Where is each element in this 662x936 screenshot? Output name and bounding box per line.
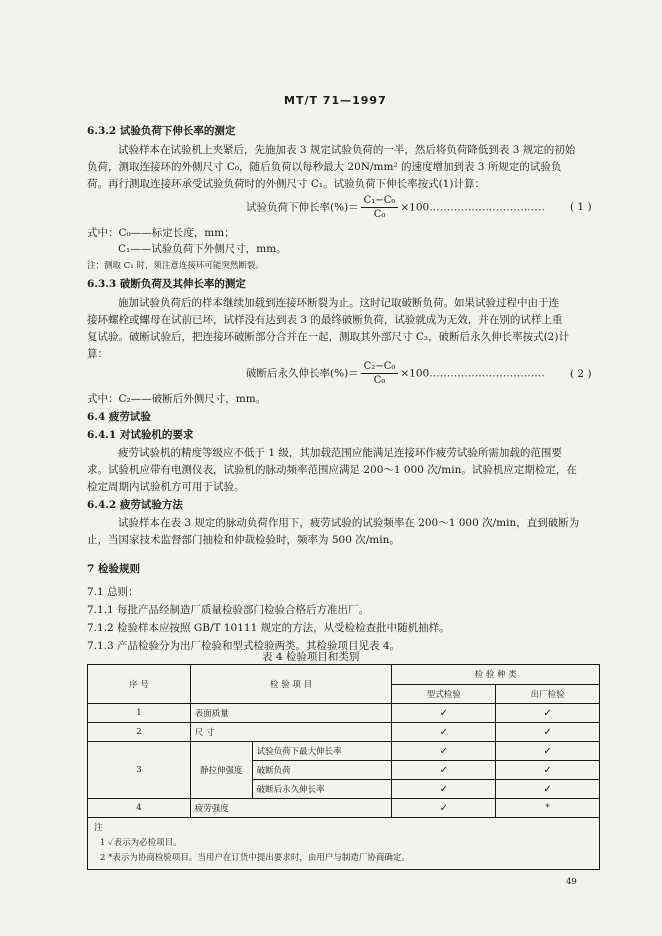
paragraph-line: 疲劳试验机的精度等级应不低于 1 级，其加载范围应能满足连接环作疲劳试验所需加载的范围要 — [118, 447, 562, 459]
formula-lhs: 破断后永久伸长率(%)＝ — [246, 367, 359, 380]
paragraph-line: 求。试验机应带有电测仪表，试验机的脉动频率范围应满足 200～1 000 次/min。试验机应定期检定，在 — [87, 464, 577, 476]
formula-number: ( 2 ) — [570, 368, 592, 380]
heading-6-4: 6.4 疲劳试验 — [87, 411, 151, 423]
cell-no: 2 — [88, 723, 191, 742]
formula-rhs: ×100 — [400, 201, 430, 214]
cell-subitem: 破断负荷 — [252, 761, 392, 780]
check-mark: ✓ — [392, 761, 496, 780]
check-mark: ✓ — [496, 780, 600, 799]
formula-1 — [246, 194, 545, 221]
cell-item: 疲劳强度 — [190, 799, 392, 818]
check-mark: ✓ — [496, 723, 600, 742]
standard-header: MT/T 71—1997 — [284, 94, 387, 107]
paragraph-line: 止，当国家技术监督部门抽检和仲裁检验时，频率为 500 次/min。 — [87, 534, 400, 546]
clause-7-1-1: 7.1.1 每批产品经制造厂质量检验部门检验合格后方准出厂。 — [87, 604, 370, 616]
page-number: 49 — [566, 877, 577, 887]
cell-item: 尺 寸 — [190, 723, 392, 742]
note-line: 1 ✓表示为必检项目。 — [100, 838, 182, 848]
paragraph-line: 检定周期内试验机方可用于试验。 — [87, 481, 245, 493]
cell-group: 静拉伸强度 — [190, 742, 252, 799]
paragraph-line: 试验样本在表 3 规定的脉动负荷作用下，疲劳试验的试验频率在 200～1 000 次/min，直到破断为 — [118, 517, 580, 529]
table-row — [88, 799, 600, 818]
cell-no: 4 — [88, 799, 191, 818]
heading-7-1: 7.1 总则： — [87, 586, 139, 598]
inspection-table — [87, 664, 600, 870]
table-row — [88, 704, 600, 723]
where-line: 式中：C₂——破断后外侧尺寸，mm。 — [87, 393, 267, 405]
paragraph-line: 负荷，测取连接环的外侧尺寸 C₀，随后负荷以每秒最大 20N/mm² 的速度增加到表 3 所规定的试验负 — [87, 161, 562, 173]
paragraph-line: 算： — [87, 348, 108, 360]
heading-6-3-2: 6.3.2 试验负荷下伸长率的测定 — [87, 125, 236, 137]
header-no: 序 号 — [88, 665, 191, 704]
check-mark: ✓ — [392, 780, 496, 799]
heading-7: 7 检验规则 — [87, 563, 140, 575]
header-factory-test: 出厂检验 — [496, 684, 600, 704]
formula-2 — [246, 360, 545, 387]
star-mark: * — [496, 799, 600, 818]
where-line: C₁——试验负荷下外侧尺寸，mm。 — [118, 243, 287, 255]
table-notes-row — [88, 818, 600, 870]
check-mark: ✓ — [496, 761, 600, 780]
header-category: 检 验 种 类 — [392, 665, 600, 685]
cell-no: 3 — [88, 742, 191, 799]
table-header-row — [88, 665, 600, 685]
formula-leader: …………………………… — [429, 367, 545, 380]
heading-6-4-1: 6.4.1 对试验机的要求 — [87, 429, 194, 441]
header-item: 检 验 项 目 — [190, 665, 392, 704]
formula-leader: …………………………… — [429, 201, 545, 214]
formula-fraction: $\frac{\text{C₁−C₀}}{\text{C₀}}$ — [361, 194, 399, 221]
note-line: 2 *表示为协商检验项目。当用户在订货中提出要求时，由用户与制造厂协商确定。 — [100, 853, 410, 863]
notes-title: 注 — [94, 823, 103, 833]
cell-item: 表面质量 — [190, 704, 392, 723]
table-notes — [88, 818, 600, 870]
check-mark: ✓ — [392, 704, 496, 723]
formula-number: ( 1 ) — [570, 201, 592, 213]
where-line: 式中：C₀——标定长度，mm； — [87, 227, 235, 239]
note: 注：测取 C₁ 时，须注意连接环可能突然断裂。 — [87, 261, 264, 271]
clause-7-1-2: 7.1.2 检验样本应按照 GB/T 10111 规定的方法，从受检检查批中随机抽样。 — [87, 622, 450, 634]
table-row — [88, 742, 600, 761]
paragraph-line: 复试验。破断试验后，把连接环破断部分合并在一起，测取其外部尺寸 C₂，破断后永久伸长率按式(2)计 — [87, 331, 569, 343]
check-mark: ✓ — [496, 742, 600, 761]
paragraph-line: 施加试验负荷后的样本继续加载到连接环断裂为止。这时记取破断负荷。如果试验过程中由于连 — [118, 297, 559, 309]
header-type-test: 型式检验 — [392, 684, 496, 704]
formula-rhs: ×100 — [400, 367, 430, 380]
heading-6-4-2: 6.4.2 疲劳试验方法 — [87, 499, 183, 511]
cell-no: 1 — [88, 704, 191, 723]
paragraph-line: 荷。再行测取连接环承受试验负荷时的外侧尺寸 C₁。试验负荷下伸长率按式(1)计算： — [87, 178, 485, 190]
table-row — [88, 723, 600, 742]
cell-subitem: 试验负荷下最大伸长率 — [252, 742, 392, 761]
cell-subitem: 破断后永久伸长率 — [252, 780, 392, 799]
check-mark: ✓ — [392, 799, 496, 818]
heading-6-3-3: 6.3.3 破断负荷及其伸长率的测定 — [87, 278, 246, 290]
check-mark: ✓ — [392, 723, 496, 742]
formula-fraction: $\frac{\text{C₂−C₀}}{\text{C₀}}$ — [361, 360, 399, 387]
check-mark: ✓ — [496, 704, 600, 723]
paragraph-line: 接环螺栓或螺母在试前已坏，试样没有达到表 3 的最终破断负荷，试验就成为无效，并在别的试样上重 — [87, 314, 563, 326]
check-mark: ✓ — [392, 742, 496, 761]
paragraph-line: 试验样本在试验机上夹紧后，先施加表 3 规定试验负荷的一半，然后将负荷降低到表 3 规定的初始 — [118, 144, 576, 156]
clause-7-1-3: 7.1.3 产品检验分为出厂检验和型式检验两类。其检验项目见表 4。 — [87, 640, 401, 652]
table-caption: 表 4 检验项目和类别 — [262, 651, 360, 663]
formula-lhs: 试验负荷下伸长率(%)＝ — [246, 201, 359, 214]
